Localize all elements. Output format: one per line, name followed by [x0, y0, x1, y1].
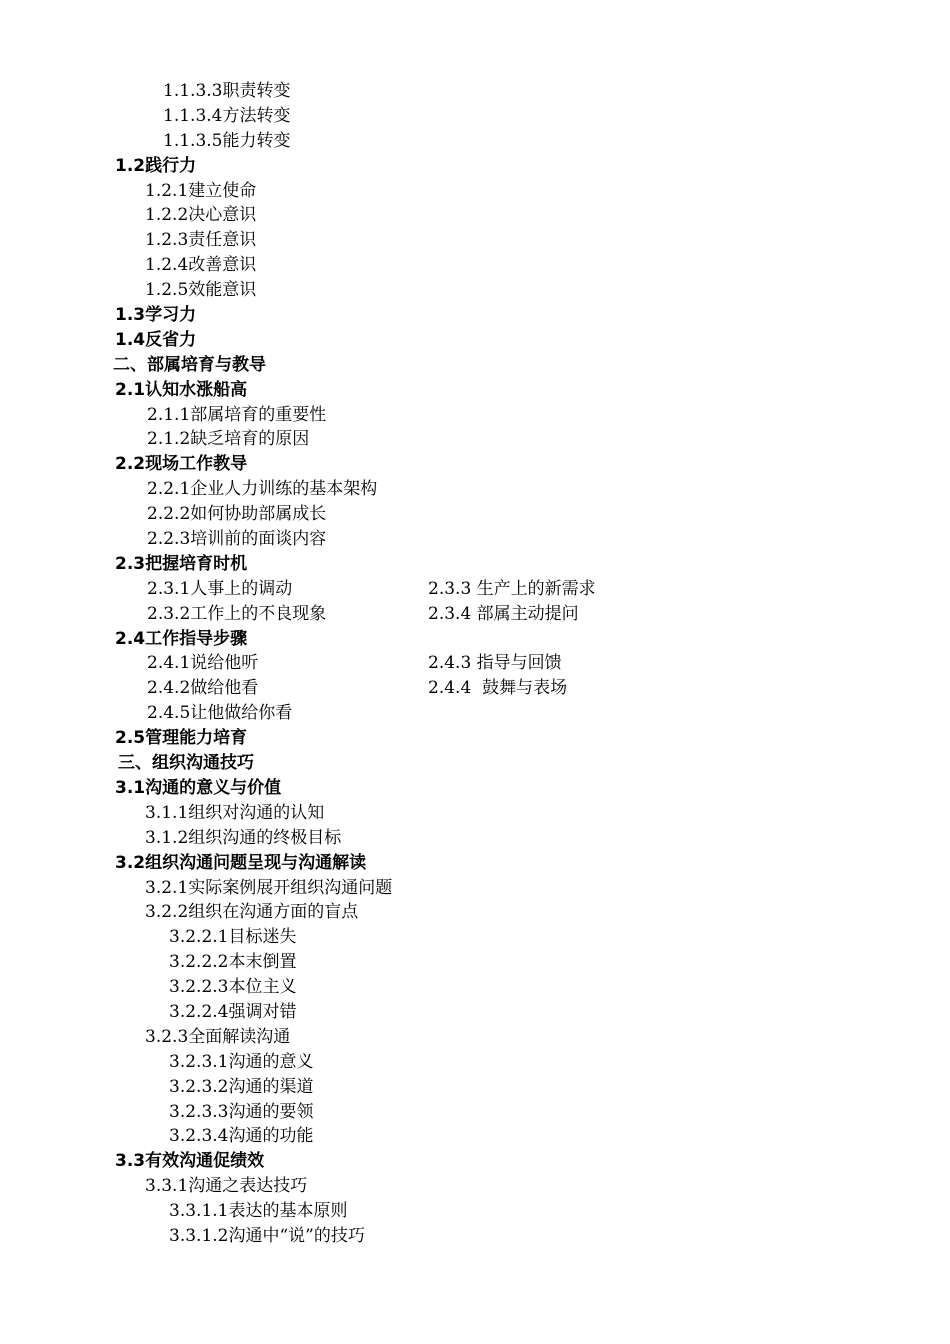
outline-item: 2.2.2如何协助部属成长: [147, 504, 327, 525]
outline-heading: 3.1沟通的意义与价值: [115, 777, 282, 798]
outline-item: 1.2.4改善意识: [145, 255, 257, 276]
outline-item: 3.2.2组织在沟通方面的盲点: [145, 902, 359, 923]
outline-item: 2.1.1部属培育的重要性: [147, 404, 327, 425]
section-heading: 三、组织沟通技巧: [118, 753, 254, 774]
outline-item: 2.4.3 指导与回馈: [428, 653, 562, 674]
outline-heading: 2.4工作指导步骤: [115, 628, 248, 649]
outline-item: 3.3.1.2沟通中“说”的技巧: [169, 1225, 365, 1246]
outline-heading: 1.3学习力: [115, 305, 197, 326]
outline-document: [0, 79, 950, 1249]
outline-item: 3.1.1组织对沟通的认知: [145, 802, 325, 823]
outline-heading: 3.3有效沟通促绩效: [115, 1151, 265, 1172]
outline-item: 3.2.2.3本位主义: [169, 977, 297, 998]
outline-item: 1.2.1建立使命: [145, 180, 257, 201]
outline-item: 2.2.3培训前的面谈内容: [147, 529, 327, 550]
outline-item: 3.2.3.4沟通的功能: [169, 1126, 314, 1147]
outline-item: 1.2.2决心意识: [145, 205, 257, 226]
outline-item: 2.3.1人事上的调动: [147, 578, 293, 599]
outline-heading: 2.1认知水涨船高: [115, 379, 248, 400]
outline-item: 1.1.3.4方法转变: [163, 105, 291, 126]
outline-heading: 2.3把握培育时机: [115, 553, 248, 574]
outline-item: 3.2.2.1目标迷失: [169, 927, 297, 948]
outline-heading: 3.2组织沟通问题呈现与沟通解读: [115, 852, 367, 873]
outline-heading: 2.5管理能力培育: [115, 728, 248, 749]
outline-item: 3.3.1沟通之表达技巧: [145, 1176, 308, 1197]
outline-item: 2.4.4 鼓舞与表场: [428, 678, 568, 699]
outline-item: 2.1.2缺乏培育的原因: [147, 429, 310, 450]
outline-item: 1.1.3.5能力转变: [163, 130, 291, 151]
outline-heading: 2.2现场工作教导: [115, 454, 248, 475]
outline-item: 2.2.1企业人力训练的基本架构: [147, 479, 378, 500]
outline-item: 3.2.3.2沟通的渠道: [169, 1076, 314, 1097]
outline-item: 3.2.2.2本末倒置: [169, 952, 297, 973]
outline-item: 1.2.5效能意识: [145, 280, 257, 301]
outline-heading: 1.4反省力: [115, 329, 197, 350]
outline-item: 3.2.1实际案例展开组织沟通问题: [145, 877, 393, 898]
outline-item: 1.1.3.3职责转变: [163, 81, 291, 101]
outline-item: 2.4.5让他做给你看: [147, 703, 293, 724]
outline-item: 3.2.2.4强调对错: [169, 1001, 297, 1022]
outline-item: 3.2.3.3沟通的要领: [169, 1101, 314, 1122]
outline-item: 3.2.3.1沟通的意义: [169, 1051, 314, 1072]
outline-item: 3.2.3全面解读沟通: [145, 1026, 291, 1047]
outline-item: 3.3.1.1表达的基本原则: [169, 1201, 348, 1222]
section-heading: 二、部属培育与教导: [113, 354, 266, 375]
outline-item: 1.2.3责任意识: [145, 230, 257, 251]
outline-item: 3.1.2组织沟通的终极目标: [145, 827, 342, 848]
outline-item: 2.3.4 部属主动提问: [428, 603, 579, 624]
outline-item: 2.4.1说给他听: [147, 653, 259, 674]
outline-heading: 1.2践行力: [115, 155, 197, 176]
outline-item: 2.4.2做给他看: [147, 678, 259, 699]
outline-item: 2.3.3 生产上的新需求: [428, 578, 596, 599]
outline-item: 2.3.2工作上的不良现象: [147, 603, 327, 624]
